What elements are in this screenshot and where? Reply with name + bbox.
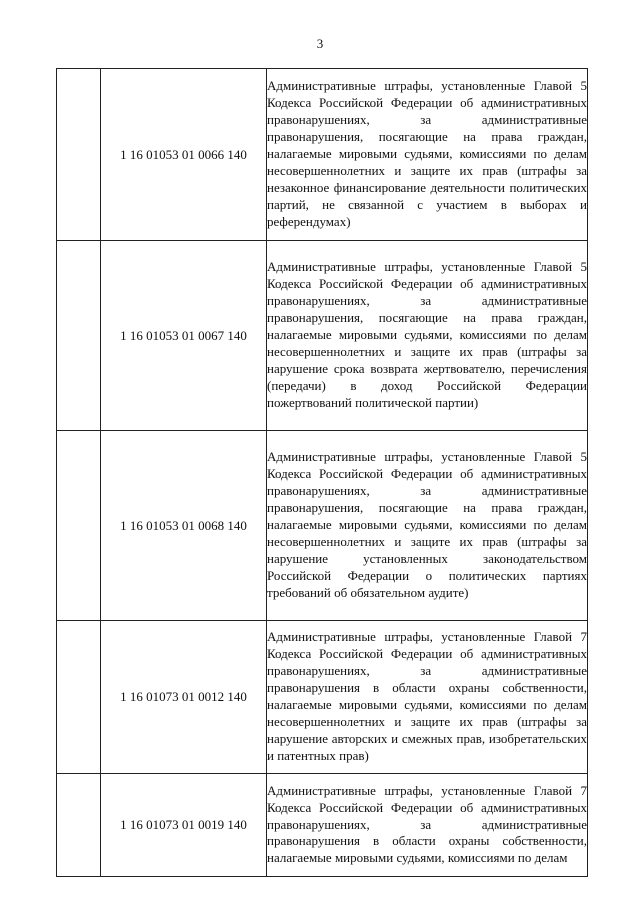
blank-cell bbox=[57, 69, 101, 241]
table-row bbox=[57, 774, 588, 877]
blank-cell bbox=[57, 241, 101, 431]
description-text: Административные штрафы, установленные Главой 5 Кодекса Российской Федерации об административных правонарушениях, за административные правонарушения, посягающие на права граждан, налагаемые мировыми судьями, комиссиями по делам несовершеннолетних и защите их прав (штрафы за нарушение срока возврата жертвователю, перечисления (передачи) в доход Российской Федерации пожертвований политической партии) bbox=[267, 259, 587, 410]
table-row bbox=[57, 621, 588, 774]
description-text: Административные штрафы, установленные Главой 7 Кодекса Российской Федерации об административных правонарушениях, за административные правонарушения в области охраны собственности, налагаемые мировыми судьями, комиссиями по делам несовершеннолетних и защите их прав (штрафы за нарушение авторских и смежных прав, изобретательских и патентных прав) bbox=[267, 629, 587, 763]
table-row bbox=[57, 431, 588, 621]
budget-code-cell: 1 16 01073 01 0012 140 bbox=[101, 621, 267, 774]
description-cell bbox=[267, 241, 588, 431]
budget-code-cell: 1 16 01053 01 0067 140 bbox=[101, 241, 267, 431]
budget-code-cell: 1 16 01053 01 0068 140 bbox=[101, 431, 267, 621]
blank-cell bbox=[57, 774, 101, 877]
description-text: Административные штрафы, установленные Главой 7 Кодекса Российской Федерации об административных правонарушениях, за административные правонарушения в области охраны собственности, налагаемые мировыми судьями, комиссиями по делам bbox=[267, 782, 587, 866]
description-cell bbox=[267, 774, 588, 877]
description-cell bbox=[267, 621, 588, 774]
description-text: Административные штрафы, установленные Главой 5 Кодекса Российской Федерации об административных правонарушениях, за административные правонарушения, посягающие на права граждан, налагаемые мировыми судьями, комиссиями по делам несовершеннолетних и защите их прав (штрафы за нарушение установленных законодательством Российской Федерации о политических партиях требований об обязательном аудите) bbox=[267, 449, 587, 600]
budget-code-cell: 1 16 01073 01 0019 140 bbox=[101, 774, 267, 877]
description-cell bbox=[267, 431, 588, 621]
budget-codes-table bbox=[56, 68, 588, 877]
description-text: Административные штрафы, установленные Главой 5 Кодекса Российской Федерации об административных правонарушениях, за административные правонарушения, посягающие на права граждан, налагаемые мировыми судьями, комиссиями по делам несовершеннолетних и защите их прав (штрафы за незаконное финансирование деятельности политических партий, не связанной с участием в выборах и референдумах) bbox=[267, 78, 587, 229]
table-row bbox=[57, 241, 588, 431]
table-row bbox=[57, 69, 588, 241]
blank-cell bbox=[57, 621, 101, 774]
blank-cell bbox=[57, 431, 101, 621]
page-number: 3 bbox=[316, 36, 324, 51]
description-cell bbox=[267, 69, 588, 241]
budget-code-cell: 1 16 01053 01 0066 140 bbox=[101, 69, 267, 241]
